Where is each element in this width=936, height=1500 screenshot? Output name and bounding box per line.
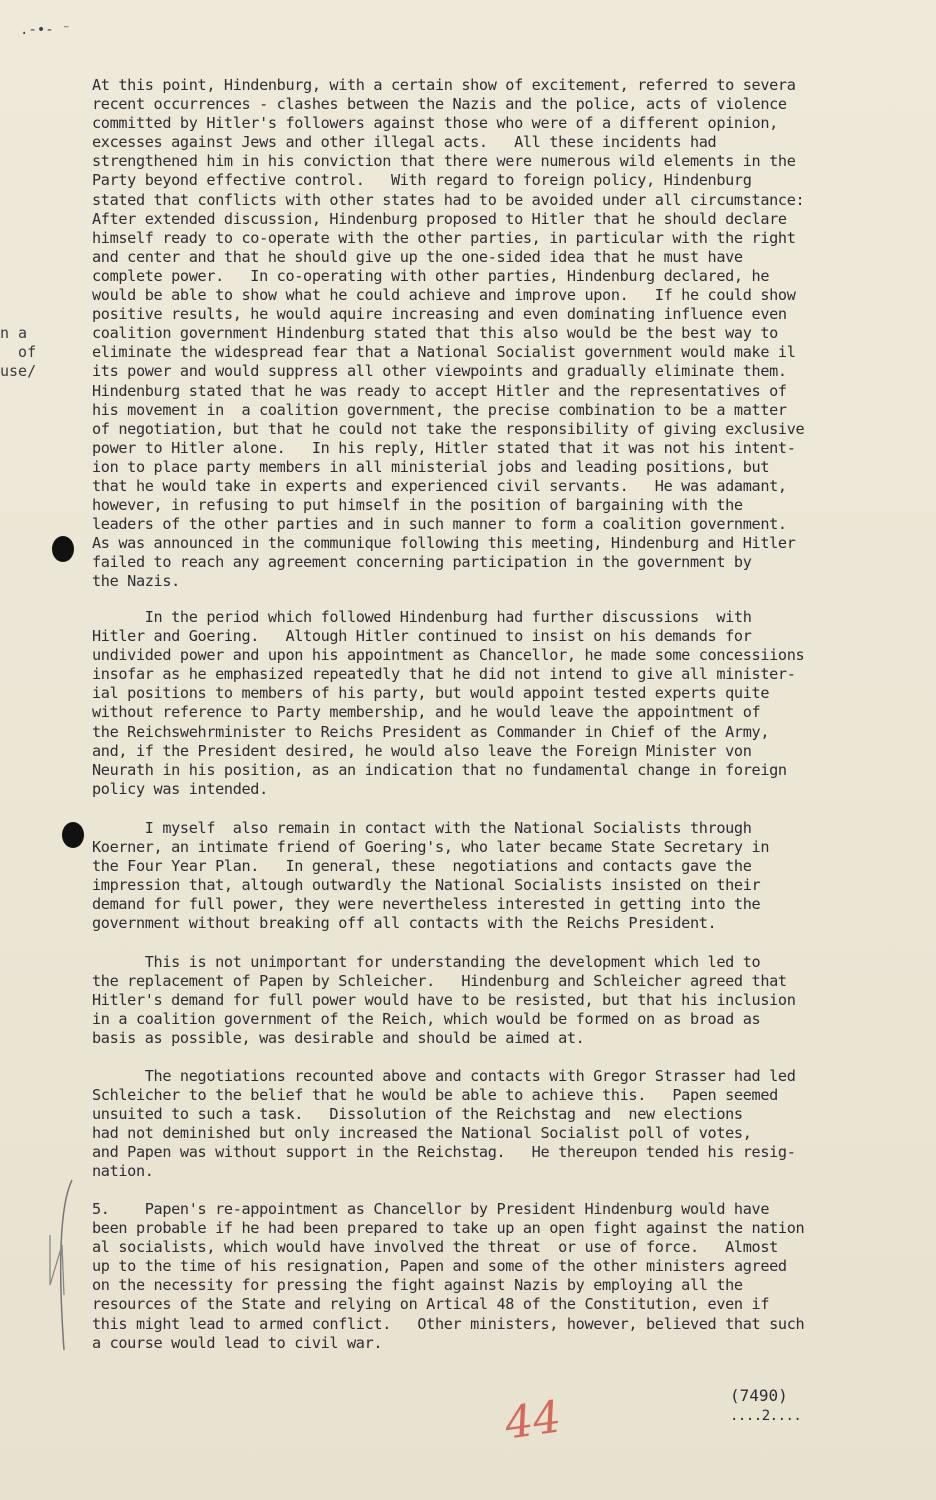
punch-hole-icon bbox=[62, 822, 84, 848]
paragraph-6: 5. Papen's re-appointment as Chancellor by President Hindenburg would have been probable if he had been prepared to take up an open fight against the nation al socialists, which would have involved the threat or use of force. Almost up to the time of his resignation, Papen and some of the other ministers agreed on the necessity for pressing the fight against Nazis by employing all the resources of the State and relying on Artical 48 of the Constitution, even if this might lead to armed conflict. Other ministers, however, believed that such a course would lead to civil war. bbox=[92, 1200, 805, 1352]
paragraph-2: In the period which followed Hindenburg had further discussions with Hitler and Goering. Altough Hitler continued to insist on his demands for undivided power and upon his appointment as Chancellor, he made some concessiions insofar as he emphasized repeatedly that he did not intend to give all minister- ial positions to members of his party, but would appoint tested experts quite without reference to Party membership, and he would leave the appointment of the Reichswehrminister to Reichs President as Commander in Chief of the Army, and, if the President desired, he would also leave the Foreign Minister von Neurath in his position, as an indication that no fundamental change in foreign policy was intended. bbox=[92, 608, 805, 798]
punch-hole-icon bbox=[52, 536, 74, 562]
corner-mark-icon: .-•- ⁻ bbox=[20, 22, 71, 38]
paragraph-1: At this point, Hindenburg, with a certain show of excitement, referred to severa recent occurrences - clashes between the Nazis and the police, acts of violence committed by Hitler's followers against those who were of a different opinion, excesses against Jews and other illegal acts. All these incidents had strengthened him in his conviction that there were numerous wild elements in the Party beyond effective control. With regard to foreign policy, Hindenburg stated that conflicts with other states had to be avoided under all circumstance: After extended discussion, Hindenburg proposed to Hitler that he should declare himself ready to co-operate with the other parties, in particular with the right and center and that he should give up the one-sided idea that he must have complete power. In co-operating with other parties, Hindenburg declared, he would be able to show what he could achieve and improve upon. If he could show positive results, he would aquire increasing and even dominating influence even coalition government Hindenburg stated that this also would be the best way to eliminate the widespread fear that a National Socialist government would make il its power and would suppress all other viewpoints and gradually eliminate them. Hindenburg stated that he was ready to accept Hitler and the representatives of his movement in a coalition government, the precise combination to be a matter of negotiation, but that he could not take the responsibility of giving exclusive power to Hitler alone. In his reply, Hitler stated that it was not his intent- ion to place party members in all ministerial jobs and leading positions, but that he would take in experts and experienced civil servants. He was adamant, however, in refusing to put himself in the position of bargaining with the leaders of the other parties and in such manner to form a coalition government. As was announced in the communique following this meeting, Hindenburg and Hitler failed to reach any agreement concerning participation in the government by the Nazis. bbox=[92, 76, 805, 591]
page-reference: (7490) bbox=[730, 1386, 788, 1405]
paragraph-3: I myself also remain in contact with the National Socialists through Koerner, an intimate friend of Goering's, who later became State Secretary in the Four Year Plan. In general, these negotiations and contacts gave the impression that, altough outwardly the National Socialists insisted on their demand for full power, they were nevertheless interested in getting into the government without breaking off all contacts with the Reichs President. bbox=[92, 819, 770, 933]
handwritten-page-number: 44 bbox=[501, 1391, 565, 1450]
margin-note: n a of use/ bbox=[0, 324, 37, 380]
page-continuation: ....2.... bbox=[730, 1408, 802, 1424]
paragraph-4: This is not unimportant for understanding the development which led to the replacement of Papen by Schleicher. Hindenburg and Schleicher agreed that Hitler's demand for full power would have to be resisted, but that his inclusion in a coalition government of the Reich, which would be formed on as broad as basis as possible, was desirable and should be aimed at. bbox=[92, 953, 796, 1048]
paragraph-5: The negotiations recounted above and contacts with Gregor Strasser had led Schleicher to the belief that he would be able to achieve this. Papen seemed unsuited to such a task. Dissolution of the Reichstag and new elections had not deminished but only increased the National Socialist poll of votes, and Papen was without support in the Reichstag. He thereupon tended his resig- nation. bbox=[92, 1067, 796, 1181]
pencil-bracket-icon bbox=[42, 1175, 82, 1355]
